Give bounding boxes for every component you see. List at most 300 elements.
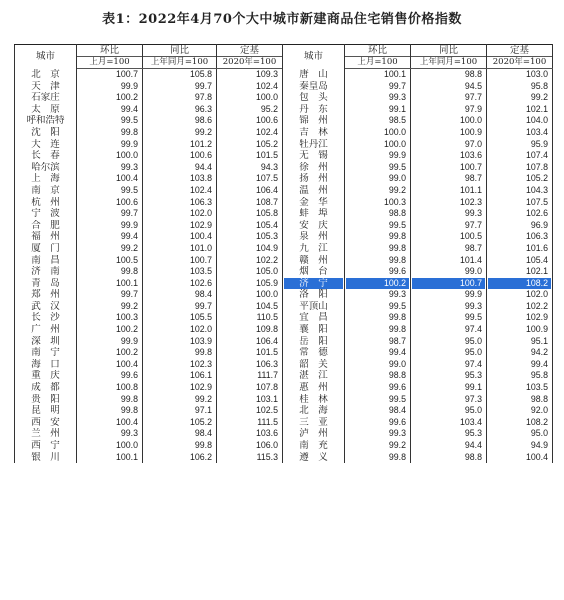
city-name-cell: 哈尔滨 [15,162,77,174]
table-row [15,347,553,359]
city-name-cell: 合 肥 [15,220,77,232]
table-row [15,370,553,382]
fixed-cell: 104.3 [487,185,553,197]
fixed-cell: 105.0 [217,266,283,278]
fixed-cell: 101.6 [487,243,553,255]
table-row [15,81,553,93]
fixed-cell: 95.9 [487,139,553,151]
yoy-cell: 94.4 [143,162,217,174]
yoy-cell: 103.5 [143,266,217,278]
fixed-cell: 102.2 [217,255,283,267]
selected-text[interactable]: 108.2 [488,278,551,290]
city-name-cell: 赣 州 [283,255,345,267]
yoy-cell: 95.3 [411,370,487,382]
fixed-cell: 110.5 [217,312,283,324]
city-name-cell: 长 沙 [15,312,77,324]
mom-cell: 99.0 [345,359,411,371]
yoy-cell: 97.3 [411,394,487,406]
fixed-cell: 101.5 [217,150,283,162]
fixed-cell: 103.5 [487,382,553,394]
table-row [15,440,553,452]
city-name-cell: 北 海 [283,405,345,417]
mom-cell: 99.9 [345,150,411,162]
table-row [15,312,553,324]
city-name-cell: 徐 州 [283,162,345,174]
header-fixed: 定基 [487,45,553,57]
fixed-cell: 94.3 [217,162,283,174]
yoy-cell: 106.1 [143,370,217,382]
yoy-cell: 102.6 [143,278,217,290]
fixed-cell: 106.0 [217,440,283,452]
mom-cell: 99.5 [77,115,143,127]
fixed-cell: 103.6 [217,428,283,440]
city-name-cell: 广 州 [15,324,77,336]
city-name-cell: 烟 台 [283,266,345,278]
header-mom: 环比 [345,45,411,57]
header-yoy-base: 上年同月=100 [143,57,217,69]
table-row [15,115,553,127]
fixed-cell: 107.4 [487,150,553,162]
mom-cell: 100.7 [77,69,143,81]
city-name-cell: 贵 阳 [15,394,77,406]
city-name-cell: 南 昌 [15,255,77,267]
header-fixed-base: 2020年=100 [487,57,553,69]
table-row [15,220,553,232]
city-name-cell: 天 津 [15,81,77,93]
mom-cell: 99.3 [77,162,143,174]
mom-cell [345,278,411,290]
mom-cell: 98.4 [345,405,411,417]
yoy-cell: 102.9 [143,382,217,394]
yoy-cell: 98.7 [411,243,487,255]
fixed-cell [487,278,553,290]
selected-text[interactable]: 100.2 [346,278,409,290]
table-row [15,266,553,278]
yoy-cell: 98.4 [143,289,217,301]
yoy-cell: 105.8 [143,69,217,81]
city-name-cell: 武 汉 [15,301,77,313]
fixed-cell: 104.0 [487,115,553,127]
city-name-cell: 西 安 [15,417,77,429]
mom-cell: 100.4 [77,359,143,371]
city-name-cell: 温 州 [283,185,345,197]
fixed-cell: 106.4 [217,336,283,348]
table-row [15,417,553,429]
city-name-cell: 蚌 埠 [283,208,345,220]
mom-cell: 99.9 [77,336,143,348]
yoy-cell: 103.8 [143,173,217,185]
fixed-cell: 106.4 [217,185,283,197]
yoy-cell: 101.0 [143,243,217,255]
selected-text[interactable]: 100.7 [412,278,485,290]
yoy-cell: 97.0 [411,139,487,151]
mom-cell: 100.2 [77,347,143,359]
city-name-cell: 重 庆 [15,370,77,382]
mom-cell: 100.2 [77,324,143,336]
yoy-cell: 98.8 [411,452,487,464]
table-row [15,255,553,267]
city-name-cell: 杭 州 [15,197,77,209]
fixed-cell: 94.9 [487,440,553,452]
header-mom: 环比 [77,45,143,57]
mom-cell: 98.8 [345,208,411,220]
mom-cell: 100.1 [77,452,143,464]
fixed-cell: 101.5 [217,347,283,359]
yoy-cell: 95.3 [411,428,487,440]
yoy-cell: 99.2 [143,394,217,406]
yoy-cell: 97.4 [411,359,487,371]
city-name-cell: 大 连 [15,139,77,151]
mom-cell: 99.7 [77,289,143,301]
fixed-cell: 106.3 [217,359,283,371]
city-name-cell: 长 春 [15,150,77,162]
mom-cell: 100.6 [77,197,143,209]
table-row [15,452,553,464]
fixed-cell: 95.8 [487,81,553,93]
mom-cell: 99.8 [345,243,411,255]
yoy-cell: 97.7 [411,92,487,104]
city-name-cell: 沈 阳 [15,127,77,139]
fixed-cell: 108.2 [487,417,553,429]
fixed-cell: 99.4 [487,359,553,371]
fixed-cell: 104.9 [217,243,283,255]
fixed-cell: 103.1 [217,394,283,406]
yoy-cell: 103.4 [411,417,487,429]
fixed-cell: 107.5 [487,197,553,209]
yoy-cell: 99.7 [143,81,217,93]
table-row [15,301,553,313]
mom-cell: 99.8 [77,266,143,278]
mom-cell: 100.2 [77,92,143,104]
mom-cell: 98.5 [345,115,411,127]
fixed-cell: 107.8 [487,162,553,174]
header-row-1 [15,45,553,57]
header-city: 城市 [15,45,77,69]
city-name-cell: 唐 山 [283,69,345,81]
fixed-cell: 100.6 [217,115,283,127]
yoy-cell: 97.9 [411,104,487,116]
mom-cell: 99.5 [345,220,411,232]
yoy-cell: 101.1 [411,185,487,197]
fixed-cell: 102.9 [487,312,553,324]
yoy-cell: 99.0 [411,266,487,278]
mom-cell: 99.4 [77,231,143,243]
yoy-cell: 99.8 [143,440,217,452]
mom-cell: 99.8 [77,127,143,139]
mom-cell: 99.4 [345,347,411,359]
table-row [15,382,553,394]
city-name-cell: 金 华 [283,197,345,209]
city-name-cell: 扬 州 [283,173,345,185]
table-row [15,173,553,185]
mom-cell: 100.3 [345,197,411,209]
fixed-cell: 102.1 [487,104,553,116]
yoy-cell: 95.0 [411,347,487,359]
city-name-cell: 成 都 [15,382,77,394]
yoy-cell: 102.0 [143,208,217,220]
mom-cell: 99.9 [77,220,143,232]
mom-cell: 100.0 [77,440,143,452]
yoy-cell: 106.2 [143,452,217,464]
mom-cell: 98.8 [345,370,411,382]
table-row [15,278,553,290]
city-name-cell: 桂 林 [283,394,345,406]
fixed-cell: 107.5 [217,173,283,185]
yoy-cell: 100.6 [143,150,217,162]
fixed-cell: 105.9 [217,278,283,290]
header-fixed: 定基 [217,45,283,57]
mom-cell: 99.8 [345,231,411,243]
city-name-cell: 西 宁 [15,440,77,452]
fixed-cell: 111.5 [217,417,283,429]
mom-cell: 99.7 [345,81,411,93]
yoy-cell: 94.4 [411,440,487,452]
fixed-cell: 102.1 [487,266,553,278]
city-name-cell: 无 锡 [283,150,345,162]
yoy-cell: 98.8 [411,69,487,81]
mom-cell: 99.8 [345,452,411,464]
table-row [15,127,553,139]
table-row [15,162,553,174]
table-row [15,231,553,243]
city-name-cell: 深 圳 [15,336,77,348]
table-body [15,69,553,464]
fixed-cell: 105.4 [217,220,283,232]
fixed-cell: 107.8 [217,382,283,394]
mom-cell: 100.5 [77,255,143,267]
fixed-cell: 103.0 [487,69,553,81]
city-name-cell: 太 原 [15,104,77,116]
city-name-cell: 韶 关 [283,359,345,371]
yoy-cell: 99.7 [143,301,217,313]
city-name-cell: 宜 昌 [283,312,345,324]
fixed-cell: 105.3 [217,231,283,243]
table-row [15,208,553,220]
yoy-cell: 101.2 [143,139,217,151]
city-name-cell: 济 南 [15,266,77,278]
yoy-cell: 106.3 [143,197,217,209]
mom-cell: 99.6 [345,382,411,394]
city-name-cell: 上 海 [15,173,77,185]
mom-cell: 100.0 [345,127,411,139]
mom-cell: 99.9 [77,139,143,151]
mom-cell: 99.2 [345,185,411,197]
city-name-cell: 包 头 [283,92,345,104]
fixed-cell: 104.5 [217,301,283,313]
fixed-cell: 95.0 [487,428,553,440]
city-name-cell: 三 亚 [283,417,345,429]
fixed-cell: 96.9 [487,220,553,232]
mom-cell: 100.4 [77,417,143,429]
fixed-cell: 100.4 [487,452,553,464]
fixed-cell: 99.2 [487,92,553,104]
header-fixed-base: 2020年=100 [217,57,283,69]
city-name-cell: 泉 州 [283,231,345,243]
fixed-cell: 109.3 [217,69,283,81]
city-name-cell: 襄 阳 [283,324,345,336]
mom-cell: 100.0 [77,150,143,162]
city-name-cell: 北 京 [15,69,77,81]
city-name-cell: 泸 州 [283,428,345,440]
fixed-cell: 95.1 [487,336,553,348]
mom-cell: 99.6 [345,266,411,278]
table-row [15,243,553,255]
fixed-cell: 95.2 [217,104,283,116]
table-row [15,139,553,151]
yoy-cell: 102.3 [143,359,217,371]
city-name-cell: 九 江 [283,243,345,255]
yoy-cell: 105.5 [143,312,217,324]
city-name-cell: 兰 州 [15,428,77,440]
table-title: 表1：2022年4月70个大中城市新建商品住宅销售价格指数 [102,12,462,27]
header-yoy-base: 上年同月=100 [411,57,487,69]
city-name-cell: 秦皇岛 [283,81,345,93]
mom-cell: 100.1 [77,278,143,290]
city-name-cell: 银 川 [15,452,77,464]
mom-cell: 100.4 [77,173,143,185]
table-row [15,92,553,104]
mom-cell: 100.0 [345,139,411,151]
table-row [15,197,553,209]
mom-cell: 100.8 [77,382,143,394]
fixed-cell: 95.8 [487,370,553,382]
city-name-cell: 锦 州 [283,115,345,127]
table-row [15,104,553,116]
city-name-cell: 昆 明 [15,405,77,417]
city-name-cell: 吉 林 [283,127,345,139]
yoy-cell: 101.4 [411,255,487,267]
yoy-cell: 97.1 [143,405,217,417]
mom-cell: 99.3 [345,92,411,104]
mom-cell: 99.3 [345,428,411,440]
mom-cell: 99.5 [345,394,411,406]
fixed-cell: 103.4 [487,127,553,139]
header-yoy: 同比 [143,45,217,57]
table-row [15,289,553,301]
fixed-cell: 108.7 [217,197,283,209]
city-name-cell: 平顶山 [283,301,345,313]
fixed-cell: 105.4 [487,255,553,267]
yoy-cell: 99.3 [411,301,487,313]
yoy-cell: 102.4 [143,185,217,197]
table-row [15,394,553,406]
mom-cell: 99.5 [345,162,411,174]
header-mom-base: 上月=100 [345,57,411,69]
table-row [15,336,553,348]
city-name-cell: 青 岛 [15,278,77,290]
selected-text[interactable]: 济 宁 [284,278,343,290]
fixed-cell: 109.8 [217,324,283,336]
yoy-cell: 100.7 [143,255,217,267]
yoy-cell: 97.8 [143,92,217,104]
mom-cell: 99.2 [77,243,143,255]
yoy-cell: 95.0 [411,336,487,348]
yoy-cell: 97.4 [411,324,487,336]
mom-cell: 98.7 [345,336,411,348]
header-city: 城市 [283,45,345,69]
fixed-cell: 106.3 [487,231,553,243]
mom-cell: 99.1 [345,104,411,116]
city-name-cell: 洛 阳 [283,289,345,301]
yoy-cell: 100.7 [411,162,487,174]
table-row [15,324,553,336]
city-name-cell: 常 德 [283,347,345,359]
table-row [15,428,553,440]
mom-cell: 99.8 [77,405,143,417]
fixed-cell: 115.3 [217,452,283,464]
yoy-cell: 96.3 [143,104,217,116]
yoy-cell: 100.5 [411,231,487,243]
city-name-cell: 宁 波 [15,208,77,220]
fixed-cell: 92.0 [487,405,553,417]
mom-cell: 99.8 [345,255,411,267]
city-name-cell: 厦 门 [15,243,77,255]
mom-cell: 99.2 [77,301,143,313]
mom-cell: 99.3 [345,289,411,301]
city-name-cell: 牡丹江 [283,139,345,151]
yoy-cell: 103.9 [143,336,217,348]
yoy-cell: 99.2 [143,127,217,139]
yoy-cell: 94.5 [411,81,487,93]
city-name-cell: 南 宁 [15,347,77,359]
table-row [15,69,553,81]
yoy-cell: 102.3 [411,197,487,209]
city-name-cell: 岳 阳 [283,336,345,348]
fixed-cell: 98.8 [487,394,553,406]
mom-cell: 99.6 [77,370,143,382]
mom-cell: 99.7 [77,208,143,220]
city-name-cell: 南 京 [15,185,77,197]
city-name-cell [283,278,345,290]
yoy-cell: 99.8 [143,347,217,359]
price-index-table [14,44,553,463]
city-name-cell: 石家庄 [15,92,77,104]
yoy-cell: 102.9 [143,220,217,232]
city-name-cell: 惠 州 [283,382,345,394]
header-yoy: 同比 [411,45,487,57]
city-name-cell: 南 充 [283,440,345,452]
mom-cell: 99.8 [345,312,411,324]
fixed-cell: 94.2 [487,347,553,359]
city-name-cell: 呼和浩特 [15,115,77,127]
mom-cell: 99.4 [77,104,143,116]
table-row [15,150,553,162]
yoy-cell: 97.7 [411,220,487,232]
yoy-cell: 98.6 [143,115,217,127]
fixed-cell: 105.2 [487,173,553,185]
table-row [15,359,553,371]
mom-cell: 99.8 [345,324,411,336]
fixed-cell: 102.4 [217,127,283,139]
city-name-cell: 海 口 [15,359,77,371]
yoy-cell: 99.1 [411,382,487,394]
fixed-cell: 100.0 [217,289,283,301]
fixed-cell: 102.0 [487,289,553,301]
city-name-cell: 丹 东 [283,104,345,116]
fixed-cell: 100.0 [217,92,283,104]
mom-cell: 100.3 [77,312,143,324]
city-name-cell: 福 州 [15,231,77,243]
fixed-cell: 102.5 [217,405,283,417]
fixed-cell: 102.4 [217,81,283,93]
fixed-cell: 102.6 [487,208,553,220]
yoy-cell: 95.0 [411,405,487,417]
city-name-cell: 湛 江 [283,370,345,382]
yoy-cell: 98.4 [143,428,217,440]
header-mom-base: 上月=100 [77,57,143,69]
mom-cell: 99.2 [345,440,411,452]
city-name-cell: 郑 州 [15,289,77,301]
